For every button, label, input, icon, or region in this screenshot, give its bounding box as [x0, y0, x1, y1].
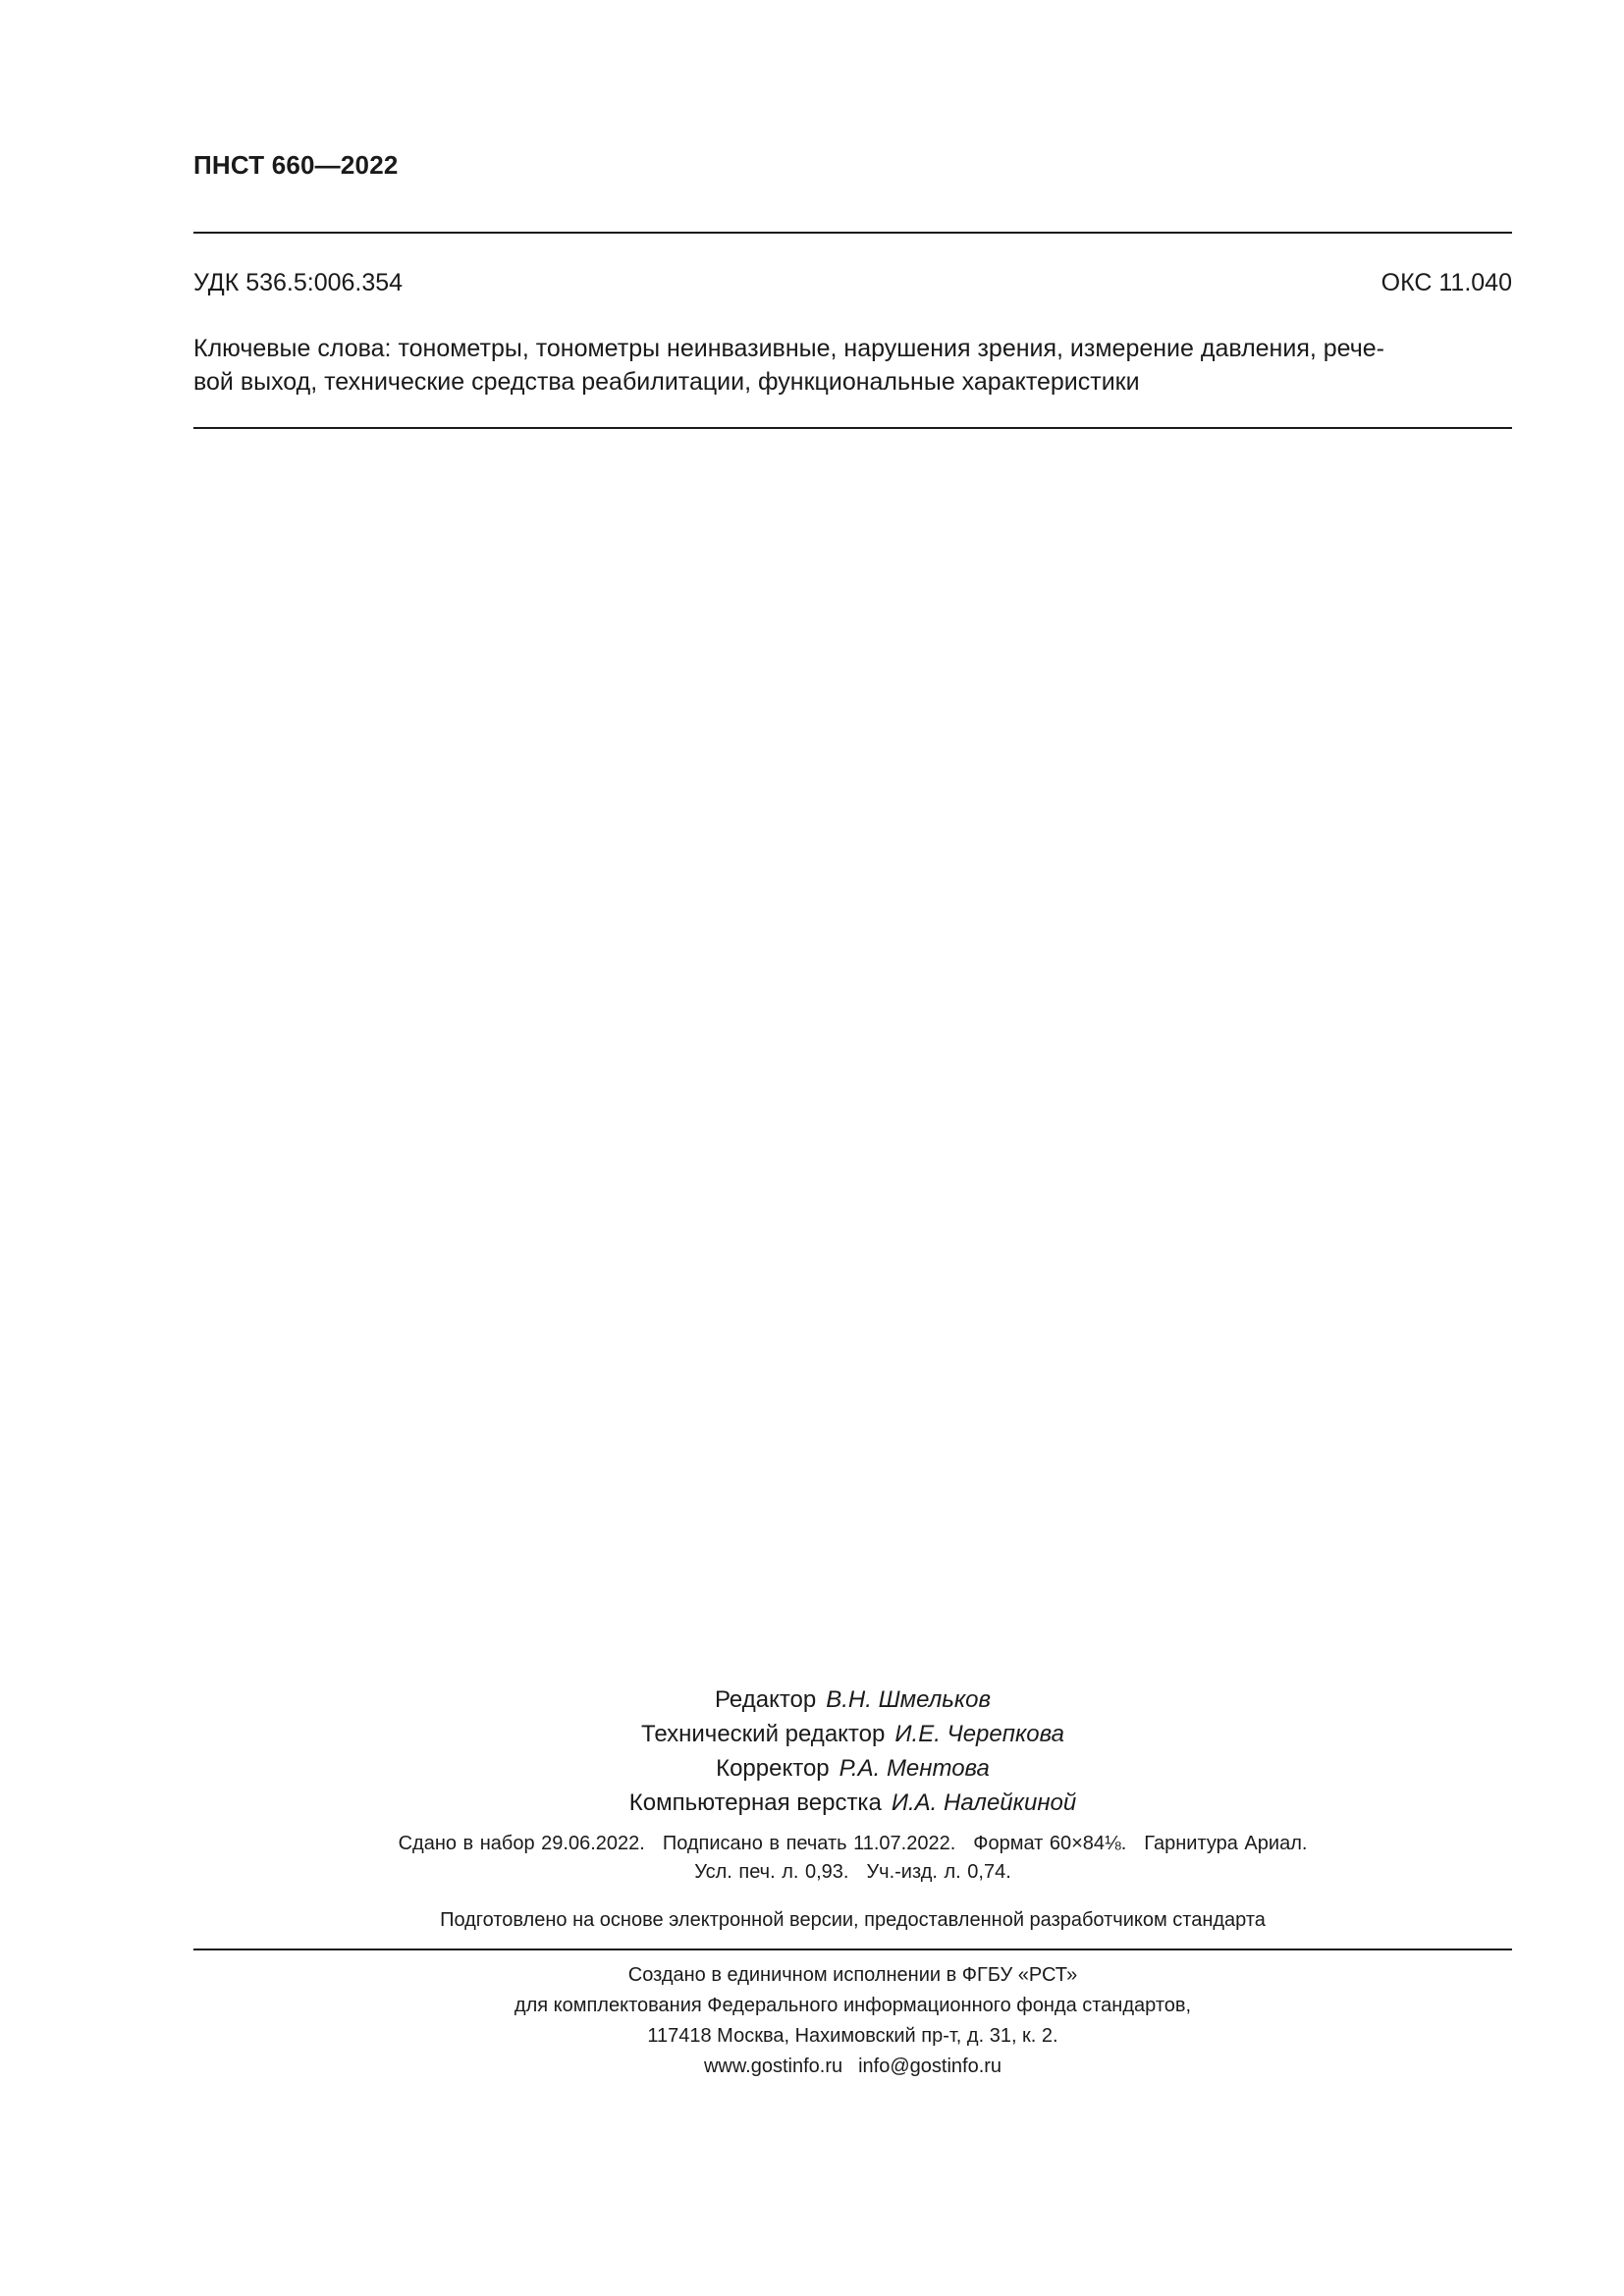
typeface: Гарнитура Ариал. [1144, 1833, 1308, 1854]
oks-code: ОКС 11.040 [1380, 269, 1512, 296]
website-link[interactable]: www.gostinfo.ru [703, 2056, 843, 2077]
footer-line: Создано в единичном исполнении в ФГБУ «РСТ» [627, 1964, 1078, 1986]
print-info-line [193, 1830, 1512, 1858]
credit-person: И.А. Налейкиной [891, 1789, 1077, 1816]
print-info-line [193, 1858, 1512, 1887]
email-link[interactable]: info@gostinfo.ru [858, 2056, 1002, 2077]
credit-corrector [193, 1751, 1512, 1786]
paper-format: Формат 60×84⅛. [973, 1833, 1127, 1854]
credit-role: Компьютерная верстка [628, 1789, 882, 1816]
credit-tech-editor [193, 1717, 1512, 1751]
credit-layout [193, 1786, 1512, 1820]
signed-date: Подписано в печать 11.07.2022. [662, 1833, 956, 1854]
credit-role: Редактор [714, 1686, 817, 1713]
credit-person: И.Е. Черепкова [894, 1721, 1064, 1747]
top-divider [193, 232, 1512, 234]
submitted-date: Сдано в набор 29.06.2022. [398, 1833, 645, 1854]
udk-code: УДК 536.5:006.354 [193, 269, 404, 296]
credit-person: Р.А. Ментова [839, 1755, 990, 1782]
credit-editor [193, 1682, 1512, 1717]
credit-role: Корректор [716, 1755, 830, 1782]
keywords-divider [193, 427, 1512, 429]
footer-line: для комплектования Федерального информационного фонда стандартов, [514, 1995, 1192, 2016]
keywords-line: Ключевые слова: тонометры, тонометры неинвазивные, нарушения зрения, измерение давления, рече- [193, 335, 1384, 362]
print-sheets: Усл. печ. л. 0,93. [694, 1861, 849, 1883]
credits-block [193, 1682, 1512, 1820]
prepared-note: Подготовлено на основе электронной версии, предоставленной разработчиком стандарта [440, 1909, 1266, 1931]
publisher-footer [193, 1960, 1512, 2082]
edit-sheets: Уч.-изд. л. 0,74. [866, 1861, 1011, 1883]
keywords-block [193, 332, 1512, 399]
credit-role: Технический редактор [641, 1721, 886, 1747]
print-info [193, 1830, 1512, 1887]
keywords-line: вой выход, технические средства реабилитации, функциональные характеристики [193, 368, 1140, 396]
footer-contacts [193, 2052, 1512, 2082]
footer-line: 117418 Москва, Нахимовский пр-т, д. 31, к. 2. [647, 2025, 1058, 2047]
footer-divider [193, 1949, 1512, 1950]
document-code: ПНСТ 660—2022 [193, 150, 399, 180]
credit-person: В.Н. Шмельков [826, 1686, 992, 1713]
